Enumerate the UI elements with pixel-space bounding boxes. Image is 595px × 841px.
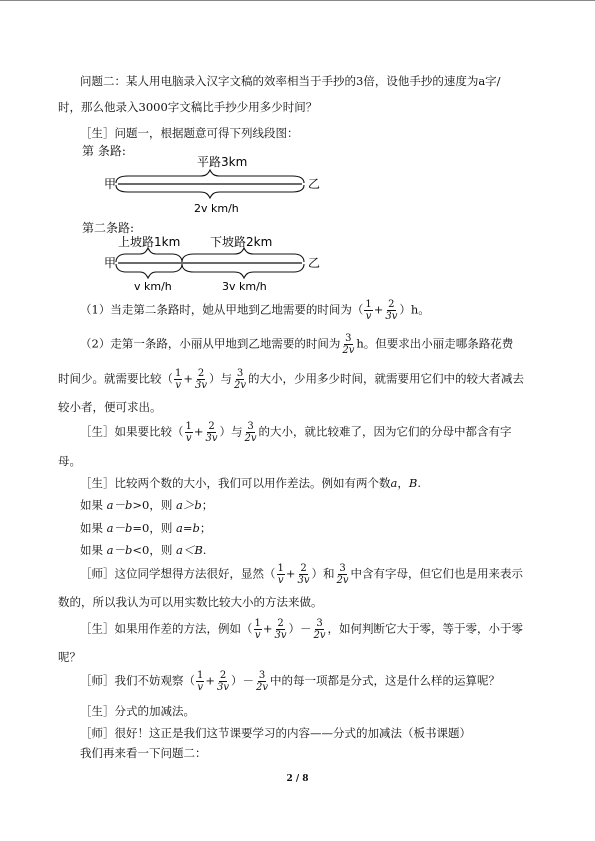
road1-diagram [100,150,330,220]
frac-1-over-v: $\frac{1}{v}$ [175,368,182,391]
frac-3-over-2v: $\frac{3}{2v}$ [234,368,247,391]
frac-1-over-v: $\frac{1}{v}$ [277,563,284,586]
student-remark-1: ［生］问题一，根据题意可得下列线段图： [80,126,299,140]
frac-3-over-2v: $\frac{3}{2v}$ [256,670,269,693]
header-rule [0,0,595,1]
fig2-speed1-label: v km/h [134,280,172,293]
case2-line2: 时间少。就需要比较（ $\frac{1}{v}$ + $\frac{2}{3v}$ ）与 $\frac{3}{2v}$ 的大小，少用多少时间，就需要用它们中的较大者减去 [58,368,525,391]
student-remark-5: ［生］分式的加减法。 [80,704,195,718]
case2-line1: （2）走第一条路，小丽从甲地到乙地需要的时间为 $\frac{3}{2v}$ h。但要求出小丽走哪条路花费 [80,333,514,356]
fig2-speed2-label: 3v km/h [222,280,267,293]
teacher-remark-3: ［师］很好！这正是我们这节课要学习的内容——分式的加减法（板书课题） [80,726,471,740]
fig1-bottom-brace [116,185,304,198]
fig2-down-label: 下坡路2km [210,235,273,249]
fig2-speed2-brace [182,264,304,278]
frac-1-over-v: $\frac{1}{v}$ [185,421,192,444]
teacher-remark-1: ［师］这位同学想得方法很好，显然（ $\frac{1}{v}$ + $\frac{2}{3v}$ ）和 $\frac{3}{2v}$ 中含有字母，但它们也是用来表示 [80,563,524,586]
fig1-bottom-label: 2v km/h [194,202,239,215]
student-remark-2-end: 母。 [58,454,81,468]
rule-equal: 如果 a－b=0，则 a=b； [80,521,212,535]
fig2-down-brace [182,248,304,262]
closing-line: 我们再来看一下问题二： [80,746,207,760]
student-remark-4: ［生］如果用作差的方法，例如（ $\frac{1}{v}$ + $\frac{2}{3v}$ ）－ $\frac{3}{2v}$ ，如何判断它大于零，等于零，小于零 [80,618,524,641]
fig2-speed1-brace [116,264,182,278]
problem2-line1: 问题二：某人用电脑录入汉字文稿的效率相当于手抄的3倍，设他手抄的速度为a字/ [80,74,501,88]
fig1-top-label: 平路3km [197,155,248,169]
frac-3-over-2v: $\frac{3}{2v}$ [336,563,349,586]
rule-greater: 如果 a－b>0，则 a＞b； [80,498,214,512]
fig2-up-label: 上坡路1km [118,235,181,249]
frac-2-over-3v: $\frac{2}{3v}$ [385,299,398,322]
student-remark-4-end: 呢？ [58,650,81,664]
frac-2-over-3v: $\frac{2}{3v}$ [205,421,218,444]
fig1-title: 第 条路: [82,144,126,158]
frac-3-over-2v: $\frac{3}{2v}$ [244,421,257,444]
student-remark-2: ［生］如果要比较（ $\frac{1}{v}$ + $\frac{2}{3v}$ ）与 $\frac{3}{2v}$ 的大小，就比较难了，因为它们的分母中都含有字 [80,421,512,444]
frac-2-over-3v: $\frac{2}{3v}$ [195,368,208,391]
fig1-right-label: 乙 [308,177,321,191]
frac-3-over-2v: $\frac{3}{2v}$ [342,333,355,356]
fig2-title: 第二条路: [82,221,135,235]
fig1-left-label: 甲 [104,177,117,191]
case1-text: （1）当走第二条路时，她从甲地到乙地需要的时间为（ $\frac{1}{v}$ + $\frac{2}{3v}$ ）h。 [80,299,430,322]
rule-less: 如果 a－b<0，则 a＜B. [80,543,207,557]
frac-2-over-3v: $\frac{2}{3v}$ [217,670,230,693]
fig1-top-brace [116,170,304,183]
page-number: 2 / 8 [286,774,309,784]
case2-line3: 较小者，便可求出。 [58,400,162,414]
frac-1-over-v: $\frac{1}{v}$ [197,670,204,693]
teacher-remark-1-end: 数的，所以我认为可以用实数比较大小的方法来做。 [58,595,323,609]
frac-1-over-v: $\frac{1}{v}$ [365,299,372,322]
frac-2-over-3v: $\frac{2}{3v}$ [274,618,287,641]
problem2-line2: 时，那么他录入3000字文稿比手抄少用多少时间？ [58,100,318,114]
teacher-remark-2: ［师］我们不妨观察（ $\frac{1}{v}$ + $\frac{2}{3v}$ ）－ $\frac{3}{2v}$ 中的每一项都是分式，这是什么样的运算呢？ [80,670,501,693]
fig2-right-label: 乙 [308,256,321,270]
frac-2-over-3v: $\frac{2}{3v}$ [297,563,310,586]
frac-3-over-2v: $\frac{3}{2v}$ [313,618,326,641]
fig2-up-brace [116,248,182,262]
frac-1-over-v: $\frac{1}{v}$ [254,618,261,641]
student-remark-3: ［生］比较两个数的大小，我们可以用作差法。例如有两个数a，B. [80,476,421,490]
fig2-left-label: 甲 [104,256,117,270]
road2-diagram [100,232,330,294]
